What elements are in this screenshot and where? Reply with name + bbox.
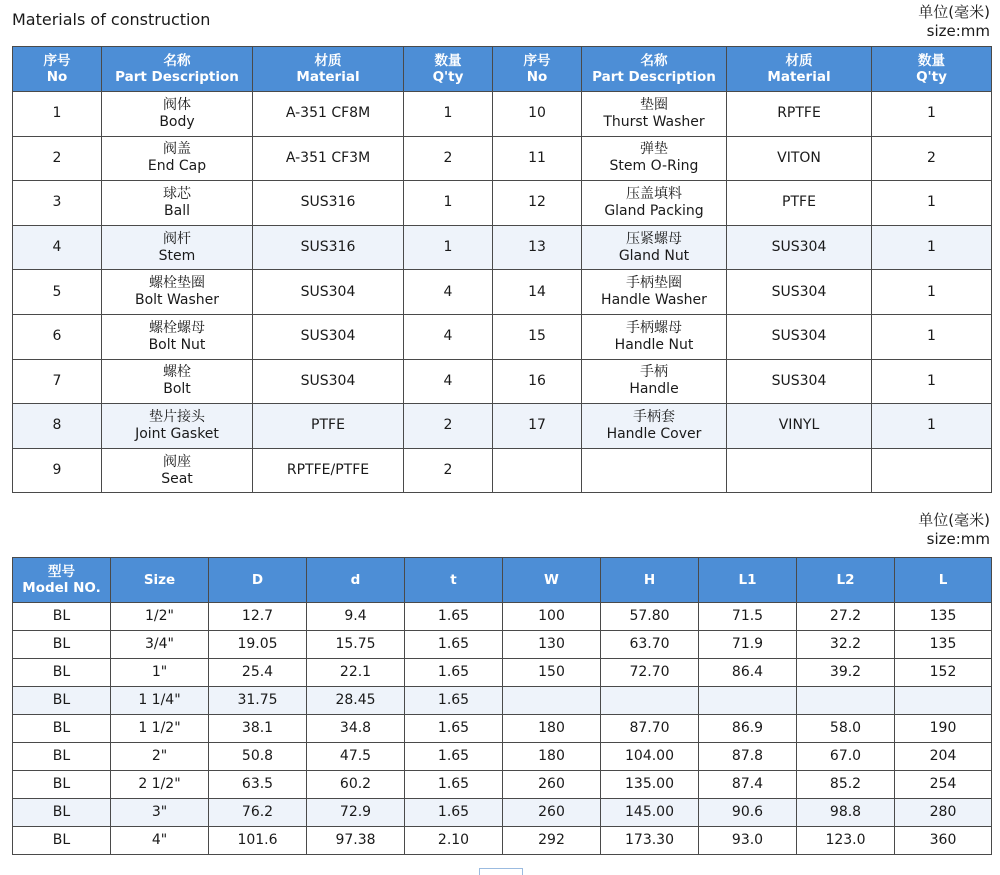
materials-header-row [13,47,992,92]
dimension-cell: 98.8 [797,799,895,827]
dimension-cell: 12.7 [209,603,307,631]
dimension-cell: 280 [895,799,992,827]
dimension-cell: BL [13,827,111,855]
dimension-cell: 260 [503,799,601,827]
dimension-cell: 1.65 [405,743,503,771]
part-description-cell [102,359,253,404]
dimension-cell: 1.65 [405,631,503,659]
dimension-cell: 1 1/2" [111,715,209,743]
qty-cell: 4 [404,270,493,315]
part-name-en: Thurst Washer [603,113,705,130]
materials-header-cell [253,47,404,92]
part-name-en: Stem O-Ring [609,158,699,175]
dimensions-header-cell [111,558,209,603]
header-en: Q'ty [432,69,464,85]
part-name-cn: 手柄 [640,364,668,381]
part-no-cell: 13 [493,225,582,270]
part-name-cn: 垫圈 [640,96,668,113]
header-en: d [350,572,361,588]
dimension-cell: BL [13,603,111,631]
part-no-cell: 4 [13,225,102,270]
dimension-cell: 180 [503,743,601,771]
dimension-cell: 130 [503,631,601,659]
dimension-cell: BL [13,715,111,743]
dimensions-header-cell [601,558,699,603]
part-name-cn: 阀体 [163,96,191,113]
dimension-cell: 123.0 [797,827,895,855]
dimensions-table [12,557,992,855]
qty-cell: 1 [872,225,992,270]
dimension-cell: 292 [503,827,601,855]
part-no-cell: 5 [13,270,102,315]
table-row [13,448,992,493]
unit-cn: 单位(毫米) [918,511,990,529]
part-description-cell [582,314,727,359]
dimensions-header-cell [895,558,992,603]
part-description-cell [102,404,253,449]
table-row [13,136,992,181]
material-cell: SUS304 [253,359,404,404]
dimension-cell: 3/4" [111,631,209,659]
part-name-cn: 压紧螺母 [626,230,682,247]
part-description-cell [102,225,253,270]
part-description-cell [582,359,727,404]
part-name-en: Handle Cover [606,425,702,442]
header-en: t [450,572,457,588]
qty-cell: 2 [872,136,992,181]
qty-cell: 1 [872,404,992,449]
part-no-cell: 12 [493,181,582,226]
materials-table [12,46,992,493]
part-description-cell [102,136,253,181]
dimension-cell: 152 [895,659,992,687]
materials-header-cell [727,47,872,92]
material-cell: RPTFE [727,92,872,137]
dimension-cell: 31.75 [209,687,307,715]
dimension-cell: 4" [111,827,209,855]
material-cell: SUS304 [253,314,404,359]
header-en: Material [296,69,360,85]
table-row [13,771,992,799]
table-row [13,225,992,270]
dimension-cell: 1/2" [111,603,209,631]
part-no-cell: 11 [493,136,582,181]
dimension-cell: 67.0 [797,743,895,771]
part-description-cell [582,181,727,226]
header-en: L2 [836,572,855,588]
dimension-cell: 1" [111,659,209,687]
materials-title: Materials of construction [12,10,211,29]
qty-cell: 2 [404,448,493,493]
header-cn: 名称 [163,53,191,69]
header-en: Model NO. [22,580,101,596]
dimension-cell: 87.8 [699,743,797,771]
dimension-cell: 100 [503,603,601,631]
dimension-cell: 204 [895,743,992,771]
materials-header-cell [404,47,493,92]
dimension-cell: 9.4 [307,603,405,631]
table-row [13,314,992,359]
material-cell: A-351 CF3M [253,136,404,181]
dimension-cell: 19.05 [209,631,307,659]
dimension-cell: 1.65 [405,659,503,687]
table-row [13,659,992,687]
dimension-cell: 1 1/4" [111,687,209,715]
dimension-cell: 360 [895,827,992,855]
unit-en: size:mm [926,22,990,40]
part-no-cell: 9 [13,448,102,493]
part-description-cell [582,404,727,449]
part-name-cn: 手柄套 [633,408,675,425]
part-name-en: Bolt Nut [148,336,206,353]
dimension-cell: 72.70 [601,659,699,687]
dimensions-header-cell [797,558,895,603]
dimensions-header-row [13,558,992,603]
dimension-cell: 58.0 [797,715,895,743]
part-no-cell: 2 [13,136,102,181]
dimension-cell: 86.4 [699,659,797,687]
dimension-cell: 90.6 [699,799,797,827]
material-cell: VITON [727,136,872,181]
table-row [13,404,992,449]
part-description-cell [102,92,253,137]
dimension-cell [699,687,797,715]
part-name-cn: 螺栓垫圈 [149,275,205,292]
dimension-cell: 50.8 [209,743,307,771]
header-en: No [46,69,68,85]
table-row [13,359,992,404]
dimension-cell: BL [13,771,111,799]
part-no-cell: 8 [13,404,102,449]
table-row [13,827,992,855]
dimensions-header-cell [503,558,601,603]
part-name-cn: 垫片接头 [149,408,205,425]
header-cn: 型号 [48,564,75,580]
header-cn: 材质 [785,53,813,69]
material-cell: PTFE [727,181,872,226]
unit-en: size:mm [926,530,990,548]
dimension-cell [503,687,601,715]
material-cell [727,448,872,493]
dimension-cell: 150 [503,659,601,687]
dimension-cell: 260 [503,771,601,799]
part-name-en: Stem [158,247,196,264]
part-description-cell [102,448,253,493]
dimension-cell: BL [13,687,111,715]
dimension-cell: 1.65 [405,771,503,799]
materials-header-cell [13,47,102,92]
dimension-cell [797,687,895,715]
part-name-cn: 球芯 [163,185,191,202]
part-name-en: Bolt [163,381,191,398]
material-cell: SUS304 [727,225,872,270]
qty-cell: 4 [404,314,493,359]
qty-cell: 1 [872,359,992,404]
table-row [13,687,992,715]
part-no-cell: 16 [493,359,582,404]
part-name-en: Handle [629,381,679,398]
dimension-cell: 2.10 [405,827,503,855]
qty-cell: 1 [872,92,992,137]
dimension-cell: 1.65 [405,687,503,715]
part-name-en: Body [159,113,195,130]
table-row [13,743,992,771]
part-name-cn: 螺栓螺母 [149,319,205,336]
material-cell: SUS304 [727,270,872,315]
dimension-cell: 135 [895,603,992,631]
part-no-cell: 3 [13,181,102,226]
material-cell: PTFE [253,404,404,449]
dimension-cell: 86.9 [699,715,797,743]
part-description-cell [102,181,253,226]
qty-cell: 4 [404,359,493,404]
dimension-cell: 85.2 [797,771,895,799]
materials-header-cell [872,47,992,92]
part-no-cell: 15 [493,314,582,359]
part-no-cell: 1 [13,92,102,137]
material-cell: SUS304 [727,359,872,404]
header-en: L1 [738,572,757,588]
dimension-cell: 93.0 [699,827,797,855]
material-cell: SUS316 [253,225,404,270]
part-no-cell: 14 [493,270,582,315]
header-en: D [251,572,264,588]
materials-header-cell [102,47,253,92]
dimensions-header-cell [13,558,111,603]
dimension-cell: 57.80 [601,603,699,631]
dimension-cell: 2 1/2" [111,771,209,799]
part-name-en: Gland Nut [618,247,690,264]
dimensions-header-cell [307,558,405,603]
dimension-cell: BL [13,799,111,827]
material-cell: SUS304 [727,314,872,359]
part-description-cell [102,270,253,315]
dimension-cell: 15.75 [307,631,405,659]
dimensions-header-cell [699,558,797,603]
part-no-cell: 7 [13,359,102,404]
part-name-cn: 阀杆 [163,230,191,247]
table-row [13,799,992,827]
header-cn: 数量 [434,53,462,69]
dimension-cell: 1.65 [405,715,503,743]
part-name-en: Handle Nut [614,336,694,353]
table-row [13,715,992,743]
dimension-cell: 34.8 [307,715,405,743]
header-cn: 名称 [640,53,668,69]
part-no-cell: 17 [493,404,582,449]
part-description-cell [102,314,253,359]
dimension-cell: BL [13,659,111,687]
dimension-cell: 87.70 [601,715,699,743]
dimension-cell: 72.9 [307,799,405,827]
part-no-cell: 6 [13,314,102,359]
material-cell: SUS316 [253,181,404,226]
qty-cell: 2 [404,404,493,449]
header-en: No [526,69,548,85]
dimension-cell: 32.2 [797,631,895,659]
dimension-cell: 254 [895,771,992,799]
part-name-en: Joint Gasket [135,425,219,442]
part-description-cell [582,136,727,181]
dimension-cell: 2" [111,743,209,771]
materials-body [13,92,992,493]
pagination-box [479,868,523,875]
dimension-cell: 47.5 [307,743,405,771]
dimension-cell: 101.6 [209,827,307,855]
part-no-cell [493,448,582,493]
qty-cell: 1 [872,314,992,359]
dimension-cell: 173.30 [601,827,699,855]
dimensions-header-cell [209,558,307,603]
dimension-cell: 1.65 [405,799,503,827]
header-en: Material [767,69,831,85]
table-row [13,92,992,137]
dimension-cell: 38.1 [209,715,307,743]
dimension-cell: 190 [895,715,992,743]
dimension-cell: 180 [503,715,601,743]
dimension-cell: 28.45 [307,687,405,715]
qty-cell: 1 [872,181,992,226]
materials-unit-label [918,3,990,41]
header-en: Part Description [592,69,716,85]
header-cn: 数量 [918,53,945,69]
materials-header-cell [493,47,582,92]
part-description-cell [582,92,727,137]
part-name-en: Handle Washer [601,292,707,309]
qty-cell: 2 [404,136,493,181]
part-name-en: End Cap [147,158,207,175]
dimension-cell: 60.2 [307,771,405,799]
part-name-cn: 螺栓 [163,364,191,381]
dimension-cell: 87.4 [699,771,797,799]
dimension-cell: 63.5 [209,771,307,799]
part-name-cn: 阀盖 [163,141,191,158]
material-cell: SUS304 [253,270,404,315]
qty-cell [872,448,992,493]
dimension-cell: 3" [111,799,209,827]
material-cell: A-351 CF8M [253,92,404,137]
part-name-cn: 阀座 [163,453,191,470]
dimension-cell: 135 [895,631,992,659]
table-row [13,631,992,659]
part-description-cell [582,448,727,493]
dimension-cell: 97.38 [307,827,405,855]
dimension-cell: 22.1 [307,659,405,687]
dimension-cell [895,687,992,715]
header-cn: 材质 [314,53,342,69]
header-en: Q'ty [916,69,947,85]
dimension-cell: 63.70 [601,631,699,659]
table-row [13,603,992,631]
part-name-cn: 弹垫 [640,141,668,158]
part-name-cn: 压盖填料 [626,185,682,202]
header-en: W [544,572,559,588]
unit-cn: 单位(毫米) [918,3,990,21]
dimension-cell: 71.5 [699,603,797,631]
dimension-cell: 76.2 [209,799,307,827]
dimension-cell: 39.2 [797,659,895,687]
dimension-cell: 25.4 [209,659,307,687]
header-cn: 序号 [43,53,71,69]
part-description-cell [582,270,727,315]
qty-cell: 1 [404,181,493,226]
dimension-cell: 145.00 [601,799,699,827]
dimension-cell [601,687,699,715]
dimension-cell: 27.2 [797,603,895,631]
part-name-en: Gland Packing [604,202,704,219]
part-no-cell: 10 [493,92,582,137]
header-en: Size [143,572,176,588]
material-cell: RPTFE/PTFE [253,448,404,493]
part-name-en: Ball [164,202,190,219]
header-en: H [643,572,656,588]
part-name-en: Seat [161,470,193,487]
dimension-cell: BL [13,631,111,659]
qty-cell: 1 [404,225,493,270]
dimensions-unit-label [918,511,990,549]
table-row [13,181,992,226]
dimension-cell: BL [13,743,111,771]
dimension-cell: 1.65 [405,603,503,631]
qty-cell: 1 [404,92,493,137]
dimension-cell: 104.00 [601,743,699,771]
part-description-cell [582,225,727,270]
qty-cell: 1 [872,270,992,315]
dimensions-header-cell [405,558,503,603]
dimension-cell: 71.9 [699,631,797,659]
part-name-cn: 手柄垫圈 [626,275,682,292]
part-name-en: Bolt Washer [134,292,220,309]
header-cn: 序号 [523,53,551,69]
header-en: Part Description [115,69,239,85]
material-cell: VINYL [727,404,872,449]
dimension-cell: 135.00 [601,771,699,799]
table-row [13,270,992,315]
dimensions-body [13,603,992,855]
materials-header-cell [582,47,727,92]
header-en: L [938,572,948,588]
part-name-cn: 手柄螺母 [626,319,682,336]
